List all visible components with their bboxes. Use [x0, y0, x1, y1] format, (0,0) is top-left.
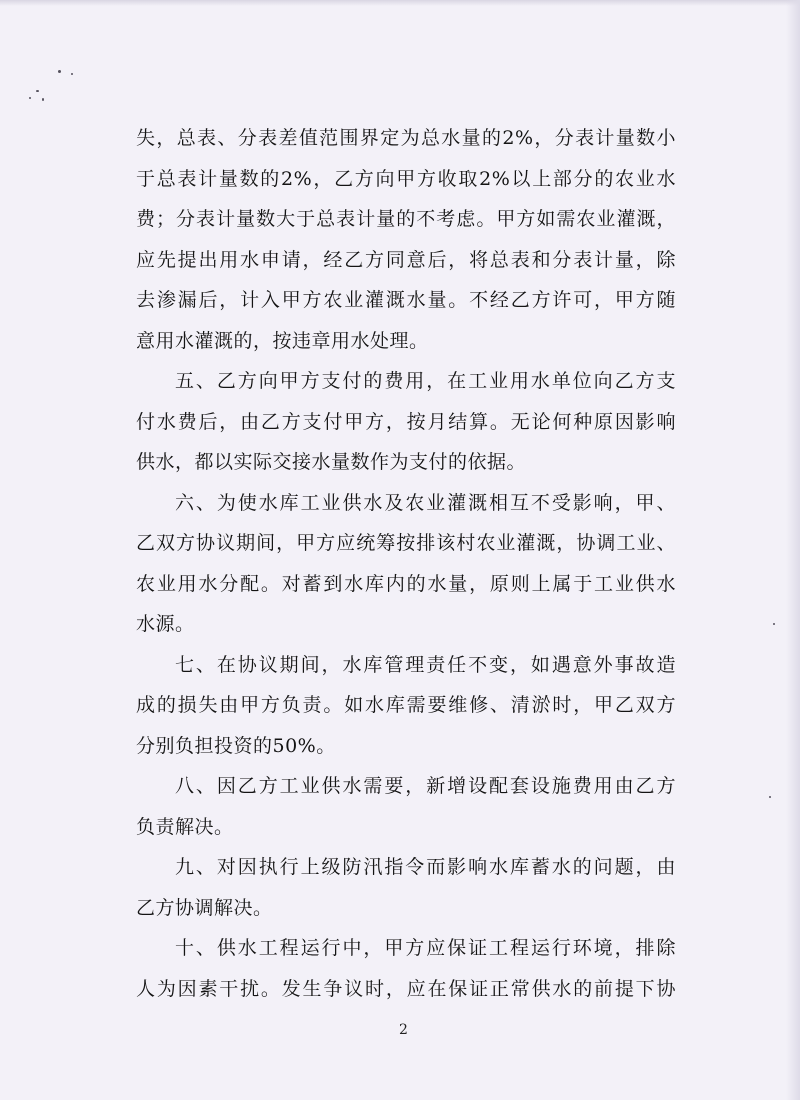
text-line: 负责解决。: [136, 815, 234, 838]
clause-6-line: 六、为使水库工业供水及农业灌溉相互不受影响，甲、: [175, 491, 676, 514]
text-line: 人为因素干扰。发生争议时，应在保证正常供水的前提下协: [136, 977, 676, 1000]
text-line: 水源。: [136, 613, 195, 635]
scan-edge-right: [786, 0, 800, 1100]
clause-9-line: 九、对因执行上级防汛指令而影响水库蓄水的问题，由: [175, 856, 676, 878]
page-number: 2: [399, 1022, 408, 1038]
clause-5-line: 五、乙方向甲方支付的费用，在工业用水单位向乙方支: [175, 370, 676, 392]
clause-8-line: 八、因乙方工业供水需要，新增设配套设施费用由乙方: [175, 775, 676, 797]
scan-speck: [42, 98, 44, 101]
scan-edge-top: [0, 0, 800, 6]
text-line: 失，总表、分表差值范围界定为总水量的2%，分表计量数小: [136, 127, 676, 149]
scan-speck: [36, 90, 39, 92]
text-line: 应先提出用水申请，经乙方同意后，将总表和分表计量，除: [136, 248, 676, 271]
clause-10-line: 十、供水工程运行中，甲方应保证工程运行环境，排除: [175, 937, 676, 959]
scan-speck: [58, 70, 61, 73]
document-body: [136, 118, 676, 1009]
clause-7-line: 七、在协议期间，水库管理责任不变，如遇意外事故造: [175, 653, 676, 676]
text-line: 付水费后，由乙方支付甲方，按月结算。无论何种原因影响: [136, 410, 676, 433]
scan-speck: [71, 73, 73, 75]
scan-speck: [29, 97, 31, 99]
text-line: 于总表计量数的2%，乙方向甲方收取2%以上部分的农业水: [136, 167, 676, 190]
text-line: 农业用水分配。对蓄到水库内的水量，原则上属于工业供水: [136, 572, 676, 595]
text-line: 供水，都以实际交接水量数作为支付的依据。: [136, 451, 527, 473]
text-line: 费；分表计量数大于总表计量的不考虑。甲方如需农业灌溉，: [136, 208, 676, 230]
text-line: 乙双方协议期间，甲方应统筹按排该村农业灌溉，协调工业、: [136, 532, 676, 554]
text-line: 意用水灌溉的，按违章用水处理。: [136, 329, 429, 352]
scan-speck: [769, 796, 771, 798]
text-line: 去渗漏后，计入甲方农业灌溉水量。不经乙方许可，甲方随: [136, 289, 676, 311]
text-line: 成的损失由甲方负责。如水库需要维修、清淤时，甲乙双方: [136, 694, 676, 716]
scan-speck: [773, 623, 775, 625]
text-line: 乙方协调解决。: [136, 896, 273, 919]
text-line: 分别负担投资的50%。: [136, 734, 336, 757]
